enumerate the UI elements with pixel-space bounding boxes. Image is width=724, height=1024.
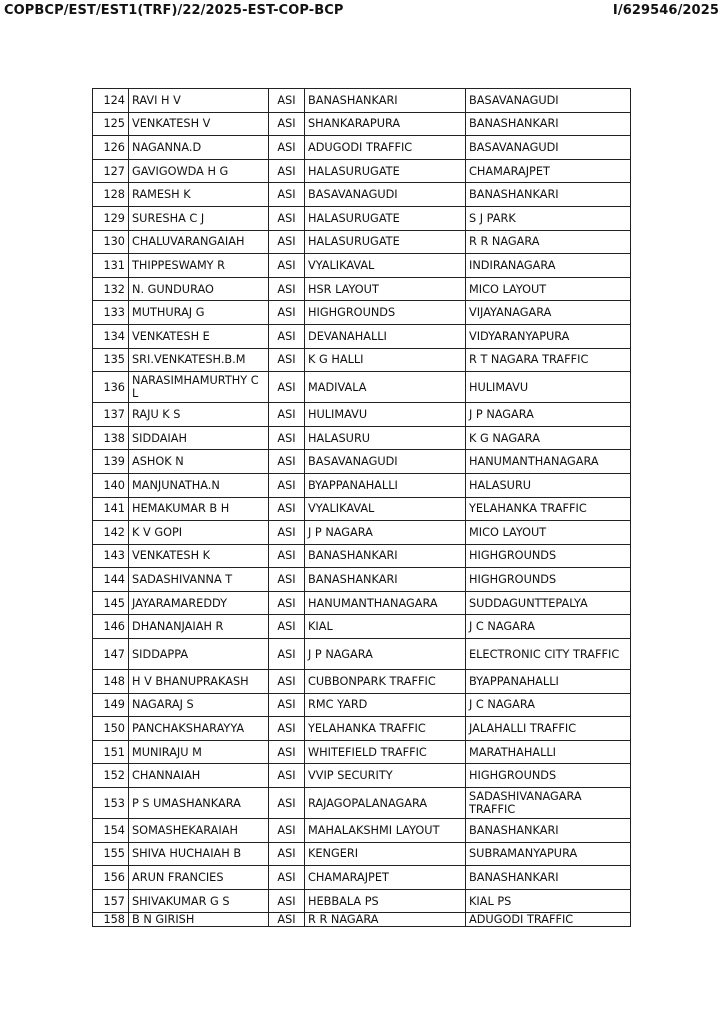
rank-cell: ASI	[269, 136, 305, 160]
to-station-cell: CHAMARAJPET	[466, 159, 631, 183]
serial-number-cell: 150	[93, 717, 129, 741]
serial-number-cell: 158	[93, 913, 129, 927]
officer-name-cell: K V GOPI	[129, 521, 269, 545]
serial-number-cell: 142	[93, 521, 129, 545]
to-station-cell: BASAVANAGUDI	[466, 136, 631, 160]
officer-name-cell: MUTHURAJ G	[129, 301, 269, 325]
table-row	[93, 670, 631, 694]
to-station-cell: VIDYARANYAPURA	[466, 324, 631, 348]
table-row	[93, 112, 631, 136]
document-reference: COPBCP/EST/EST1(TRF)/22/2025-EST-COP-BCP	[4, 3, 344, 18]
to-station-cell: MICO LAYOUT	[466, 521, 631, 545]
table-row	[93, 842, 631, 866]
officer-name-cell: CHALUVARANGAIAH	[129, 230, 269, 254]
from-station-cell: HIGHGROUNDS	[305, 301, 466, 325]
from-station-cell: CUBBONPARK TRAFFIC	[305, 670, 466, 694]
rank-cell: ASI	[269, 866, 305, 890]
from-station-cell: R R NAGARA	[305, 913, 466, 927]
rank-cell: ASI	[269, 521, 305, 545]
rank-cell: ASI	[269, 544, 305, 568]
rank-cell: ASI	[269, 670, 305, 694]
from-station-cell: WHITEFIELD TRAFFIC	[305, 740, 466, 764]
to-station-cell: HIGHGROUNDS	[466, 544, 631, 568]
officer-name-cell: RAJU K S	[129, 403, 269, 427]
from-station-cell: ADUGODI TRAFFIC	[305, 136, 466, 160]
to-station-cell: BANASHANKARI	[466, 183, 631, 207]
serial-number-cell: 148	[93, 670, 129, 694]
from-station-cell: HALASURUGATE	[305, 230, 466, 254]
to-station-cell: HIGHGROUNDS	[466, 568, 631, 592]
rank-cell: ASI	[269, 639, 305, 670]
serial-number-cell: 127	[93, 159, 129, 183]
rank-cell: ASI	[269, 348, 305, 372]
rank-cell: ASI	[269, 450, 305, 474]
table-row	[93, 206, 631, 230]
from-station-cell: K G HALLI	[305, 348, 466, 372]
serial-number-cell: 133	[93, 301, 129, 325]
transfer-table	[92, 88, 631, 927]
rank-cell: ASI	[269, 615, 305, 639]
table-row	[93, 450, 631, 474]
officer-name-cell: VENKATESH E	[129, 324, 269, 348]
rank-cell: ASI	[269, 254, 305, 278]
table-row	[93, 615, 631, 639]
from-station-cell: HALASURU	[305, 426, 466, 450]
to-station-cell: BASAVANAGUDI	[466, 89, 631, 113]
to-station-cell: HANUMANTHANAGARA	[466, 450, 631, 474]
officer-name-cell: CHANNAIAH	[129, 764, 269, 788]
table-row	[93, 230, 631, 254]
serial-number-cell: 126	[93, 136, 129, 160]
serial-number-cell: 152	[93, 764, 129, 788]
serial-number-cell: 144	[93, 568, 129, 592]
serial-number-cell: 131	[93, 254, 129, 278]
rank-cell: ASI	[269, 591, 305, 615]
rank-cell: ASI	[269, 301, 305, 325]
from-station-cell: YELAHANKA TRAFFIC	[305, 717, 466, 741]
from-station-cell: KIAL	[305, 615, 466, 639]
serial-number-cell: 132	[93, 277, 129, 301]
serial-number-cell: 139	[93, 450, 129, 474]
from-station-cell: VYALIKAVAL	[305, 254, 466, 278]
from-station-cell: VVIP SECURITY	[305, 764, 466, 788]
rank-cell: ASI	[269, 183, 305, 207]
officer-name-cell: NARASIMHAMURTHY C L	[129, 372, 269, 403]
table-row	[93, 277, 631, 301]
from-station-cell: BANASHANKARI	[305, 89, 466, 113]
serial-number-cell: 141	[93, 497, 129, 521]
serial-number-cell: 145	[93, 591, 129, 615]
officer-name-cell: P S UMASHANKARA	[129, 788, 269, 819]
rank-cell: ASI	[269, 842, 305, 866]
officer-name-cell: SURESHA C J	[129, 206, 269, 230]
to-station-cell: MARATHAHALLI	[466, 740, 631, 764]
rank-cell: ASI	[269, 206, 305, 230]
from-station-cell: BASAVANAGUDI	[305, 450, 466, 474]
rank-cell: ASI	[269, 819, 305, 843]
serial-number-cell: 137	[93, 403, 129, 427]
serial-number-cell: 135	[93, 348, 129, 372]
officer-name-cell: PANCHAKSHARAYYA	[129, 717, 269, 741]
from-station-cell: RMC YARD	[305, 693, 466, 717]
to-station-cell: J C NAGARA	[466, 615, 631, 639]
officer-name-cell: ASHOK N	[129, 450, 269, 474]
from-station-cell: MADIVALA	[305, 372, 466, 403]
rank-cell: ASI	[269, 788, 305, 819]
rank-cell: ASI	[269, 112, 305, 136]
serial-number-cell: 154	[93, 819, 129, 843]
from-station-cell: J P NAGARA	[305, 639, 466, 670]
officer-name-cell: MUNIRAJU M	[129, 740, 269, 764]
serial-number-cell: 134	[93, 324, 129, 348]
rank-cell: ASI	[269, 740, 305, 764]
to-station-cell: KIAL PS	[466, 889, 631, 913]
serial-number-cell: 155	[93, 842, 129, 866]
table-row	[93, 544, 631, 568]
to-station-cell: J C NAGARA	[466, 693, 631, 717]
from-station-cell: DEVANAHALLI	[305, 324, 466, 348]
serial-number-cell: 151	[93, 740, 129, 764]
rank-cell: ASI	[269, 473, 305, 497]
to-station-cell: SADASHIVANAGARA TRAFFIC	[466, 788, 631, 819]
table-row	[93, 764, 631, 788]
to-station-cell: K G NAGARA	[466, 426, 631, 450]
officer-name-cell: VENKATESH V	[129, 112, 269, 136]
serial-number-cell: 124	[93, 89, 129, 113]
serial-number-cell: 153	[93, 788, 129, 819]
officer-name-cell: B N GIRISH	[129, 913, 269, 927]
from-station-cell: HEBBALA PS	[305, 889, 466, 913]
to-station-cell: SUBRAMANYAPURA	[466, 842, 631, 866]
serial-number-cell: 146	[93, 615, 129, 639]
rank-cell: ASI	[269, 568, 305, 592]
table-row	[93, 568, 631, 592]
rank-cell: ASI	[269, 230, 305, 254]
to-station-cell: J P NAGARA	[466, 403, 631, 427]
to-station-cell: HULIMAVU	[466, 372, 631, 403]
rank-cell: ASI	[269, 159, 305, 183]
officer-name-cell: MANJUNATHA.N	[129, 473, 269, 497]
rank-cell: ASI	[269, 889, 305, 913]
serial-number-cell: 138	[93, 426, 129, 450]
officer-name-cell: H V BHANUPRAKASH	[129, 670, 269, 694]
officer-name-cell: RAVI H V	[129, 89, 269, 113]
table-row	[93, 183, 631, 207]
officer-name-cell: JAYARAMAREDDY	[129, 591, 269, 615]
from-station-cell: HALASURUGATE	[305, 159, 466, 183]
to-station-cell: HIGHGROUNDS	[466, 764, 631, 788]
table-row	[93, 301, 631, 325]
table-row	[93, 591, 631, 615]
from-station-cell: HANUMANTHANAGARA	[305, 591, 466, 615]
from-station-cell: CHAMARAJPET	[305, 866, 466, 890]
rank-cell: ASI	[269, 693, 305, 717]
officer-name-cell: N. GUNDURAO	[129, 277, 269, 301]
table-row	[93, 136, 631, 160]
officer-name-cell: THIPPESWAMY R	[129, 254, 269, 278]
serial-number-cell: 157	[93, 889, 129, 913]
table-row	[93, 819, 631, 843]
table-row	[93, 889, 631, 913]
from-station-cell: HSR LAYOUT	[305, 277, 466, 301]
serial-number-cell: 130	[93, 230, 129, 254]
rank-cell: ASI	[269, 277, 305, 301]
officer-name-cell: GAVIGOWDA H G	[129, 159, 269, 183]
table-row	[93, 473, 631, 497]
rank-cell: ASI	[269, 324, 305, 348]
to-station-cell: BYAPPANAHALLI	[466, 670, 631, 694]
officer-name-cell: DHANANJAIAH R	[129, 615, 269, 639]
serial-number-cell: 129	[93, 206, 129, 230]
serial-number-cell: 143	[93, 544, 129, 568]
table-row	[93, 254, 631, 278]
to-station-cell: MICO LAYOUT	[466, 277, 631, 301]
to-station-cell: ELECTRONIC CITY TRAFFIC	[466, 639, 631, 670]
rank-cell: ASI	[269, 497, 305, 521]
officer-name-cell: SIDDAPPA	[129, 639, 269, 670]
officer-name-cell: VENKATESH K	[129, 544, 269, 568]
from-station-cell: BASAVANAGUDI	[305, 183, 466, 207]
transfer-table-body	[93, 89, 631, 927]
rank-cell: ASI	[269, 426, 305, 450]
to-station-cell: ADUGODI TRAFFIC	[466, 913, 631, 927]
table-row	[93, 324, 631, 348]
table-row	[93, 788, 631, 819]
from-station-cell: MAHALAKSHMI LAYOUT	[305, 819, 466, 843]
officer-name-cell: HEMAKUMAR B H	[129, 497, 269, 521]
to-station-cell: JALAHALLI TRAFFIC	[466, 717, 631, 741]
to-station-cell: R R NAGARA	[466, 230, 631, 254]
table-row	[93, 89, 631, 113]
officer-name-cell: RAMESH K	[129, 183, 269, 207]
to-station-cell: BANASHANKARI	[466, 819, 631, 843]
table-row	[93, 693, 631, 717]
officer-name-cell: SIDDAIAH	[129, 426, 269, 450]
serial-number-cell: 140	[93, 473, 129, 497]
table-row	[93, 426, 631, 450]
rank-cell: ASI	[269, 372, 305, 403]
to-station-cell: VIJAYANAGARA	[466, 301, 631, 325]
from-station-cell: HALASURUGATE	[305, 206, 466, 230]
rank-cell: ASI	[269, 764, 305, 788]
to-station-cell: BANASHANKARI	[466, 112, 631, 136]
to-station-cell: INDIRANAGARA	[466, 254, 631, 278]
serial-number-cell: 149	[93, 693, 129, 717]
table-row	[93, 372, 631, 403]
rank-cell: ASI	[269, 89, 305, 113]
officer-name-cell: SOMASHEKARAIAH	[129, 819, 269, 843]
rank-cell: ASI	[269, 717, 305, 741]
table-row	[93, 497, 631, 521]
to-station-cell: YELAHANKA TRAFFIC	[466, 497, 631, 521]
document-number: I/629546/2025	[612, 3, 719, 18]
table-row	[93, 913, 631, 927]
serial-number-cell: 136	[93, 372, 129, 403]
to-station-cell: R T NAGARA TRAFFIC	[466, 348, 631, 372]
to-station-cell: SUDDAGUNTTEPALYA	[466, 591, 631, 615]
from-station-cell: BANASHANKARI	[305, 568, 466, 592]
to-station-cell: HALASURU	[466, 473, 631, 497]
from-station-cell: J P NAGARA	[305, 521, 466, 545]
to-station-cell: BANASHANKARI	[466, 866, 631, 890]
table-row	[93, 717, 631, 741]
serial-number-cell: 128	[93, 183, 129, 207]
from-station-cell: BANASHANKARI	[305, 544, 466, 568]
serial-number-cell: 125	[93, 112, 129, 136]
table-row	[93, 740, 631, 764]
officer-name-cell: SRI.VENKATESH.B.M	[129, 348, 269, 372]
officer-name-cell: SHIVA HUCHAIAH B	[129, 842, 269, 866]
to-station-cell: S J PARK	[466, 206, 631, 230]
table-row	[93, 159, 631, 183]
rank-cell: ASI	[269, 913, 305, 927]
table-row	[93, 639, 631, 670]
serial-number-cell: 147	[93, 639, 129, 670]
from-station-cell: VYALIKAVAL	[305, 497, 466, 521]
officer-name-cell: NAGANNA.D	[129, 136, 269, 160]
table-row	[93, 348, 631, 372]
rank-cell: ASI	[269, 403, 305, 427]
from-station-cell: HULIMAVU	[305, 403, 466, 427]
from-station-cell: KENGERI	[305, 842, 466, 866]
table-row	[93, 521, 631, 545]
from-station-cell: RAJAGOPALANAGARA	[305, 788, 466, 819]
officer-name-cell: SADASHIVANNA T	[129, 568, 269, 592]
table-row	[93, 403, 631, 427]
officer-name-cell: NAGARAJ S	[129, 693, 269, 717]
serial-number-cell: 156	[93, 866, 129, 890]
officer-name-cell: ARUN FRANCIES	[129, 866, 269, 890]
from-station-cell: SHANKARAPURA	[305, 112, 466, 136]
officer-name-cell: SHIVAKUMAR G S	[129, 889, 269, 913]
from-station-cell: BYAPPANAHALLI	[305, 473, 466, 497]
table-row	[93, 866, 631, 890]
